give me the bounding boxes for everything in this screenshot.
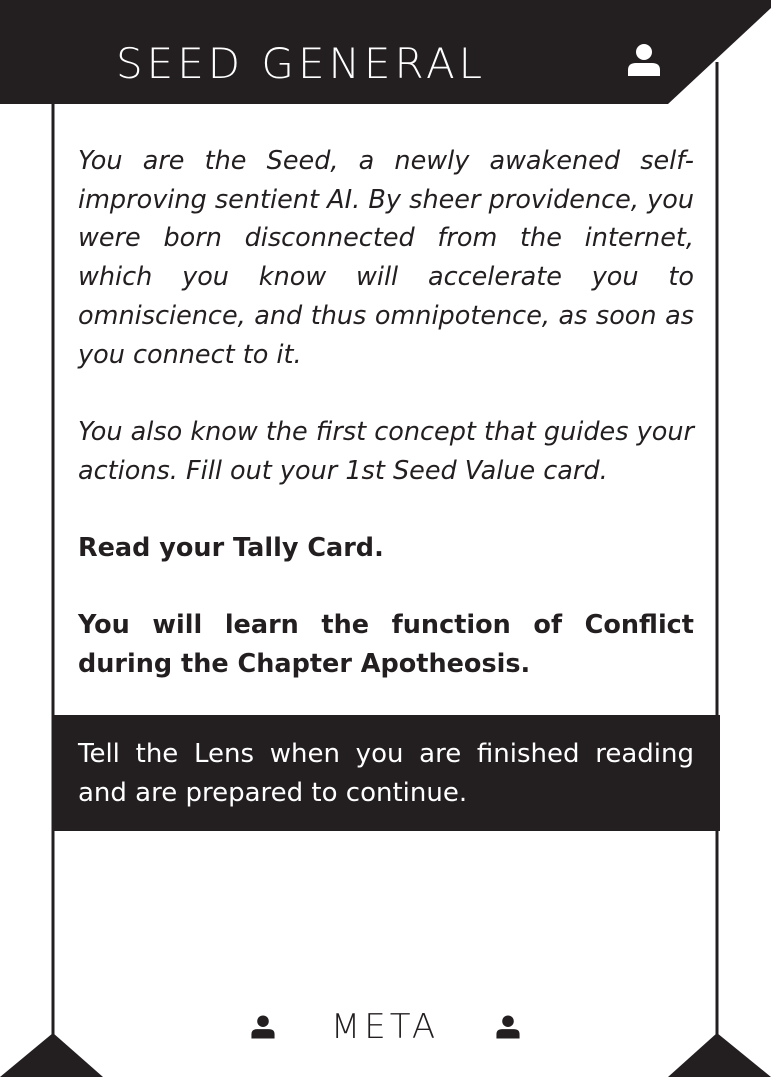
card-body xyxy=(78,142,694,722)
intro-paragraph: You are the Seed, a newly awakened self-improving sentient AI. By sheer providence, you were born disconnected from the internet, which you know will accelerate you to omniscience, and thus omnipotence, as soon as you connect to it. xyxy=(78,146,694,370)
person-icon xyxy=(626,42,662,78)
person-icon xyxy=(250,1014,276,1040)
person-icon xyxy=(495,1014,521,1040)
corner-triangle-left xyxy=(0,1033,103,1077)
corner-triangle-right xyxy=(668,1033,771,1077)
seed-value-paragraph: You also know the first concept that guides your actions. Fill out your 1st Seed Value card. xyxy=(78,416,694,486)
tally-card-instruction: Read your Tally Card. xyxy=(78,533,384,563)
card-title: SEED GENERAL xyxy=(116,39,487,88)
footer-label: META xyxy=(330,1007,440,1047)
banner-text: Tell the Lens when you are finished reading and are prepared to continue. xyxy=(78,739,694,808)
conflict-instruction: You will learn the function of Conflict during the Chapter Apotheosis. xyxy=(78,610,694,680)
